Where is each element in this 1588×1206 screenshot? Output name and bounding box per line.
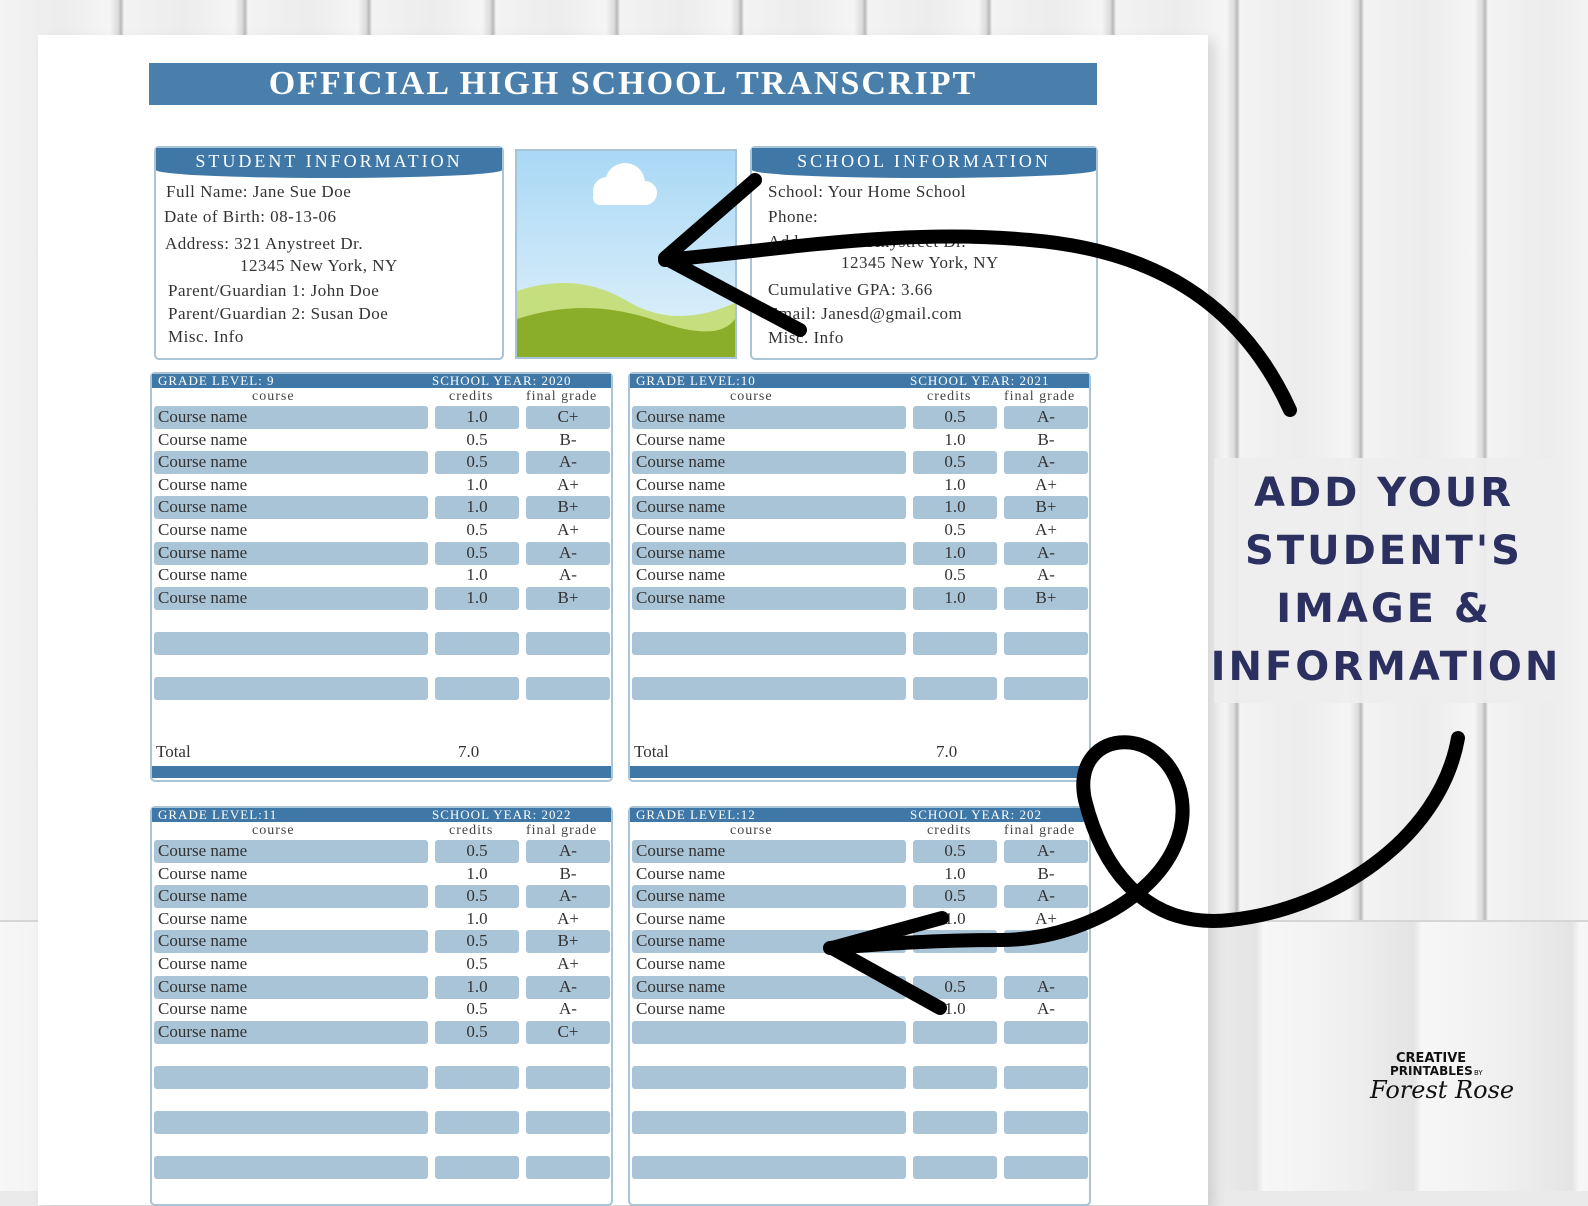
- credits-column-header: credits: [449, 389, 494, 404]
- credits-cell[interactable]: 1.0: [435, 406, 519, 429]
- grade-cell[interactable]: A-: [526, 840, 610, 863]
- credits-cell[interactable]: 0.5: [435, 885, 519, 908]
- grade-cell[interactable]: A-: [1004, 406, 1088, 429]
- grade-cell[interactable]: A+: [1035, 908, 1057, 928]
- student-misc: Misc. Info: [168, 327, 244, 346]
- callout-line: INFORMATION: [1210, 644, 1562, 690]
- grade-cell[interactable]: C+: [526, 406, 610, 429]
- course-name-cell[interactable]: Course name: [158, 908, 248, 928]
- svg-text:Forest Rose: Forest Rose: [1370, 1076, 1515, 1104]
- credits-cell[interactable]: 1.0: [944, 863, 966, 883]
- grade-level-label: GRADE LEVEL:12: [636, 807, 756, 822]
- credits-cell[interactable]: 1.0: [466, 565, 488, 585]
- course-name-cell[interactable]: Course name: [632, 451, 906, 474]
- course-name-cell[interactable]: Course name: [636, 429, 726, 449]
- callout-line: IMAGE &: [1276, 586, 1492, 632]
- school-misc: Misc. Info: [768, 328, 844, 347]
- grade-cell[interactable]: A-: [1037, 999, 1055, 1019]
- course-name-cell[interactable]: Course name: [632, 587, 906, 610]
- school-info-heading: SCHOOL INFORMATION: [752, 148, 1096, 178]
- school-address-line2: 12345 New York, NY: [841, 253, 999, 272]
- grade-cell[interactable]: A-: [526, 976, 610, 999]
- credits-cell[interactable]: 1.0: [944, 474, 966, 494]
- credits-cell[interactable]: 0.5: [466, 520, 488, 539]
- svg-text:PRINTABLES: PRINTABLES: [1390, 1064, 1473, 1078]
- grade-cell[interactable]: B-: [559, 429, 577, 449]
- course-name-cell[interactable]: Course name: [158, 863, 248, 883]
- grade-cell[interactable]: A-: [1004, 542, 1088, 565]
- student-info-heading: STUDENT INFORMATION: [156, 148, 502, 178]
- course-name-cell[interactable]: Course name: [154, 1021, 428, 1044]
- credits-cell[interactable]: 0.5: [435, 542, 519, 565]
- credits-cell[interactable]: 0.5: [435, 840, 519, 863]
- grade-cell[interactable]: B-: [1037, 429, 1055, 449]
- credits-cell[interactable]: 1.0: [466, 474, 488, 494]
- student-address-line2: 12345 New York, NY: [240, 256, 398, 275]
- credits-cell[interactable]: 0.5: [466, 954, 488, 973]
- course-name-cell[interactable]: Course name: [632, 406, 906, 429]
- credits-cell[interactable]: 0.5: [913, 976, 997, 999]
- svg-text:BY: BY: [1474, 1069, 1483, 1077]
- grade-cell[interactable]: B-: [1037, 863, 1055, 883]
- grade-cell[interactable]: A+: [1035, 520, 1057, 539]
- credits-cell[interactable]: 1.0: [435, 976, 519, 999]
- grade-cell[interactable]: A-: [1004, 885, 1088, 908]
- grade-level-label: GRADE LEVEL:11: [158, 807, 278, 822]
- grade-cell[interactable]: C+: [526, 1021, 610, 1044]
- credits-cell[interactable]: 1.0: [913, 587, 997, 610]
- course-name-cell[interactable]: Course name: [154, 840, 428, 863]
- student-parent2: Parent/Guardian 2: Susan Doe: [168, 304, 389, 323]
- credits-column-header: credits: [927, 389, 972, 404]
- course-name-cell[interactable]: Course name: [636, 908, 726, 928]
- credits-cell[interactable]: 0.5: [913, 885, 997, 908]
- credits-cell[interactable]: 0.5: [466, 999, 488, 1019]
- course-name-cell[interactable]: Course name: [154, 451, 428, 474]
- course-column-header: course: [730, 823, 773, 838]
- top-curved-arrow: [665, 237, 1290, 410]
- bottom-arrowhead-icon: [832, 918, 942, 1008]
- course-name-cell[interactable]: Course name: [158, 429, 248, 449]
- grade-cell[interactable]: A-: [1004, 976, 1088, 999]
- student-parent1: Parent/Guardian 1: John Doe: [168, 281, 380, 300]
- credits-cell[interactable]: 0.5: [435, 451, 519, 474]
- credits-cell[interactable]: 1.0: [913, 496, 997, 519]
- course-name-cell[interactable]: Course name: [154, 587, 428, 610]
- total-credits: 7.0: [458, 742, 480, 761]
- course-name-cell[interactable]: Course name: [154, 976, 428, 999]
- course-name-cell[interactable]: Course name: [158, 954, 248, 973]
- course-name-cell[interactable]: Course name: [154, 406, 428, 429]
- grade-cell[interactable]: B+: [1004, 587, 1088, 610]
- grade-cell[interactable]: A+: [557, 474, 579, 494]
- credits-column-header: credits: [927, 823, 972, 838]
- credits-cell[interactable]: 0.5: [913, 406, 997, 429]
- credits-cell[interactable]: 0.5: [435, 930, 519, 953]
- course-column-header: course: [252, 389, 295, 404]
- total-credits: 7.0: [936, 742, 958, 761]
- credits-cell[interactable]: 0.5: [435, 1021, 519, 1044]
- credits-cell[interactable]: 0.5: [913, 930, 997, 953]
- grade-cell[interactable]: A-: [559, 565, 577, 585]
- grade-cell[interactable]: B+: [1004, 496, 1088, 519]
- grade-cell[interactable]: A-: [1004, 840, 1088, 863]
- course-name-cell[interactable]: Course name: [158, 520, 248, 539]
- course-column-header: course: [730, 389, 773, 404]
- course-name-cell[interactable]: Course name: [636, 954, 726, 973]
- brand-logo: [1362, 1048, 1552, 1104]
- school-phone: Phone:: [768, 207, 819, 226]
- grade-cell[interactable]: B+: [526, 496, 610, 519]
- course-name-cell[interactable]: Course name: [632, 930, 906, 953]
- school-year-label: SCHOOL YEAR: 2021: [910, 373, 1050, 388]
- grade-cell[interactable]: A-: [526, 451, 610, 474]
- credits-cell[interactable]: 1.0: [435, 496, 519, 519]
- total-label: Total: [156, 742, 191, 761]
- student-dob: Date of Birth: 08-13-06: [164, 207, 337, 226]
- grade-level-label: GRADE LEVEL: 9: [158, 373, 275, 388]
- course-name-cell[interactable]: Course name: [636, 999, 726, 1019]
- school-year-label: SCHOOL YEAR: 2022: [432, 807, 572, 822]
- course-name-cell[interactable]: Course name: [158, 999, 248, 1019]
- school-gpa: Cumulative GPA: 3.66: [768, 280, 933, 299]
- grade-column-header: final grade: [1004, 823, 1076, 838]
- svg-text:CREATIVE: CREATIVE: [1396, 1051, 1467, 1066]
- credits-cell[interactable]: 0.5: [913, 451, 997, 474]
- grade-cell[interactable]: A-: [526, 542, 610, 565]
- course-name-cell[interactable]: Course name: [158, 565, 248, 585]
- grade-cell[interactable]: A+: [1035, 474, 1057, 494]
- grade-column-header: final grade: [526, 389, 598, 404]
- student-full-name: Full Name: Jane Sue Doe: [166, 182, 352, 201]
- course-name-cell[interactable]: Course name: [636, 565, 726, 585]
- credits-cell[interactable]: 1.0: [944, 429, 966, 449]
- course-name-cell[interactable]: Course name: [636, 474, 726, 494]
- grade-cell[interactable]: A+: [557, 954, 579, 973]
- course-name-cell[interactable]: Course name: [154, 885, 428, 908]
- grade-cell[interactable]: A-: [559, 999, 577, 1019]
- grade-cell[interactable]: A-: [1004, 451, 1088, 474]
- school-year-label: SCHOOL YEAR: 2020: [432, 373, 572, 388]
- course-name-cell[interactable]: Course name: [632, 885, 906, 908]
- grade-cell[interactable]: B+: [526, 930, 610, 953]
- credits-cell[interactable]: 1.0: [435, 587, 519, 610]
- credits-cell[interactable]: 1.0: [944, 999, 966, 1019]
- grade-column-header: final grade: [526, 823, 598, 838]
- school-address-line1: Address: 321 Anystreet Dr.: [768, 232, 967, 251]
- credits-cell[interactable]: 1.0: [944, 908, 966, 928]
- credits-cell[interactable]: 0.5: [466, 429, 488, 449]
- transcript-title: OFFICIAL HIGH SCHOOL TRANSCRIPT: [149, 63, 1097, 105]
- course-name-cell[interactable]: Course name: [158, 474, 248, 494]
- course-name-cell[interactable]: Course name: [154, 496, 428, 519]
- total-label: Total: [634, 742, 669, 761]
- callout-line: STUDENT'S: [1245, 528, 1523, 574]
- credits-cell[interactable]: 1.0: [913, 542, 997, 565]
- grade-column-header: final grade: [1004, 389, 1076, 404]
- course-name-cell[interactable]: Course name: [154, 542, 428, 565]
- grade-cell[interactable]: B+: [526, 587, 610, 610]
- grade-cell[interactable]: A-: [526, 885, 610, 908]
- course-name-cell[interactable]: Course name: [154, 930, 428, 953]
- credits-column-header: credits: [449, 823, 494, 838]
- school-email: Email: Janesd@gmail.com: [768, 304, 963, 323]
- course-name-cell[interactable]: Course name: [632, 840, 906, 863]
- grade-cell[interactable]: A+: [557, 520, 579, 539]
- course-column-header: course: [252, 823, 295, 838]
- credits-cell[interactable]: 0.5: [913, 840, 997, 863]
- grade-cell[interactable]: B-: [559, 863, 577, 883]
- course-name-cell[interactable]: Course name: [632, 496, 906, 519]
- grade-cell[interactable]: A-: [1037, 565, 1055, 585]
- credits-cell[interactable]: 1.0: [466, 863, 488, 883]
- course-name-cell[interactable]: Course name: [636, 520, 726, 539]
- grade-level-label: GRADE LEVEL:10: [636, 373, 756, 388]
- course-name-cell[interactable]: Course name: [636, 863, 726, 883]
- credits-cell[interactable]: 0.5: [944, 565, 966, 585]
- grade-cell[interactable]: A+: [557, 908, 579, 928]
- callout-line: ADD YOUR: [1253, 470, 1515, 516]
- student-address-line1: Address: 321 Anystreet Dr.: [165, 234, 364, 253]
- school-name: School: Your Home School: [768, 182, 967, 201]
- credits-cell[interactable]: 0.5: [944, 520, 966, 539]
- course-name-cell[interactable]: Course name: [632, 976, 906, 999]
- credits-cell[interactable]: 1.0: [466, 908, 488, 928]
- course-name-cell[interactable]: Course name: [632, 542, 906, 565]
- school-year-label: SCHOOL YEAR: 202: [910, 807, 1043, 822]
